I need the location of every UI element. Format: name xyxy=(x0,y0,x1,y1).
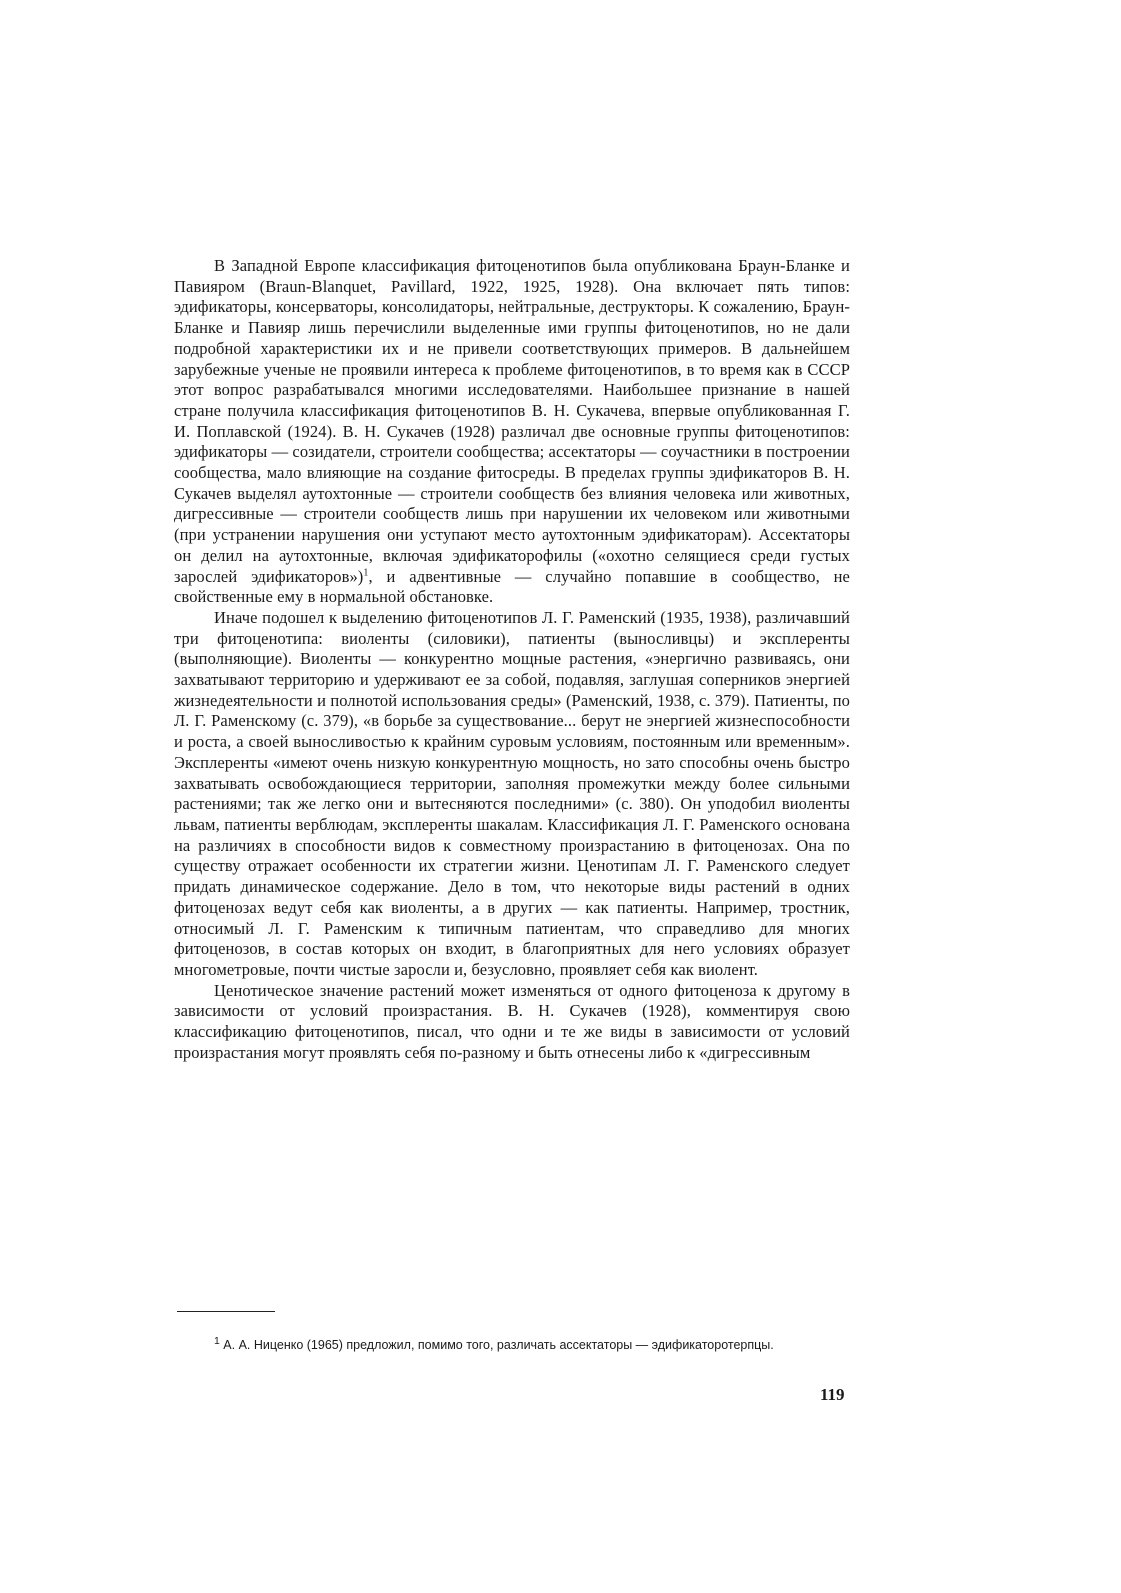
paragraph-1 xyxy=(174,256,850,608)
footnote-text: А. А. Ниценко (1965) предложил, помимо того, различать ассектаторы — эдификаторотерпцы. xyxy=(223,1338,774,1353)
page-number: 119 xyxy=(820,1385,845,1404)
footnote-separator xyxy=(177,1311,275,1312)
footnote xyxy=(176,1332,850,1355)
footnote-marker: 1 xyxy=(214,1336,220,1347)
paragraph-2: Иначе подошел к выделению фитоценотипов Л. Г. Раменский (1935, 1938), различавший три фитоценотипа: виоленты (силовики), патиенты (выносливцы) и эксплеренты (выполняющие). Виоленты — конкурентно мощные растения, «энергично развиваясь, они захватывают территорию и удерживают ее за собой, подавляя, заглушая соперников энергией жизнедеятельности и полнотой использования среды» (Раменский, 1938, с. 379). Патиенты, по Л. Г. Раменскому (с. 379), «в борьбе за существование... берут не энергией жизнеспособности и роста, а своей выносливостью к крайним суровым условиям, постоянным или временным». Эксплеренты «имеют очень низкую конкурентную мощность, но зато способны очень быстро захватывать освобождающиеся территории, заполняя промежутки между более сильными растениями; так же легко они и вытесняются последними» (с. 380). Он уподобил виоленты львам, патиенты верблюдам, эксплеренты шакалам. Классификация Л. Г. Раменского основана на различиях в способности видов к совместному произрастанию в фитоценозах. Она по существу отражает особенности их стратегии жизни. Ценотипам Л. Г. Раменского следует придать динамическое содержание. Дело в том, что некоторые виды растений в одних фитоценозах ведут себя как виоленты, а в других — как патиенты. Например, тростник, относимый Л. Г. Раменским к типичным патиентам, что справедливо для многих фитоценозов, в состав которых он входит, в благоприятных для него условиях образует многометровые, почти чистые заросли и, безусловно, проявляет себя как виолент. xyxy=(174,607,850,979)
footnote-ref: 1 xyxy=(363,567,369,579)
paragraph-3: Ценотическое значение растений может изменяться от одного фитоценоза к другому в зависимости от условий произрастания. В. Н. Сукачев (1928), комментируя свою классификацию фитоценотипов, писал, что одни и те же виды в зависимости от условий произрастания могут проявлять себя по-разному и быть отнесены либо к «дигрессивным xyxy=(174,980,850,1062)
paragraph-1-text: В Западной Европе классификация фитоценотипов была опубликована Браун-Бланке и Павияром (Braun-Blanquet, Pavillard, 1922, 1925, 1928). Она включает пять типов: эдификаторы, консерваторы, консолидаторы, нейтральные, деструкторы. К сожалению, Браун-Бланке и Павияр лишь перечислили выделенные ими группы фитоценотипов, но не дали подробной характеристики их и не привели соответствующих примеров. В дальнейшем зарубежные ученые не проявили интереса к проблеме фитоценотипов, в то время как в СССР этот вопрос разрабатывался многими исследователями. Наибольшее признание в нашей стране получила классификация фитоценотипов В. Н. Сукачева, впервые опубликованная Г. И. Поплавской (1924). В. Н. Сукачев (1928) различал две основные группы фитоценотипов: эдификаторы — созидатели, строители сообщества; ассектаторы — соучастники в построении сообщества, мало влияющие на создание фитосреды. В пределах группы эдификаторов В. Н. Сукачев выделял аутохтонные — строители сообществ без влияния человека или животных, дигрессивные — строители сообществ лишь при нарушении их человеком или животными (при устранении нарушения они уступают место аутохтонным эдификаторам). Ассектаторы он делил на аутохтонные, включая эдификаторофилы («охотно селящиеся среди густых зарослей эдификаторов») xyxy=(174,256,850,586)
paragraph-1-tail: , и адвентивные — случайно попавшие в сообщество, не свойственные ему в нормальной обстановке. xyxy=(174,566,850,607)
main-text xyxy=(174,256,850,1063)
